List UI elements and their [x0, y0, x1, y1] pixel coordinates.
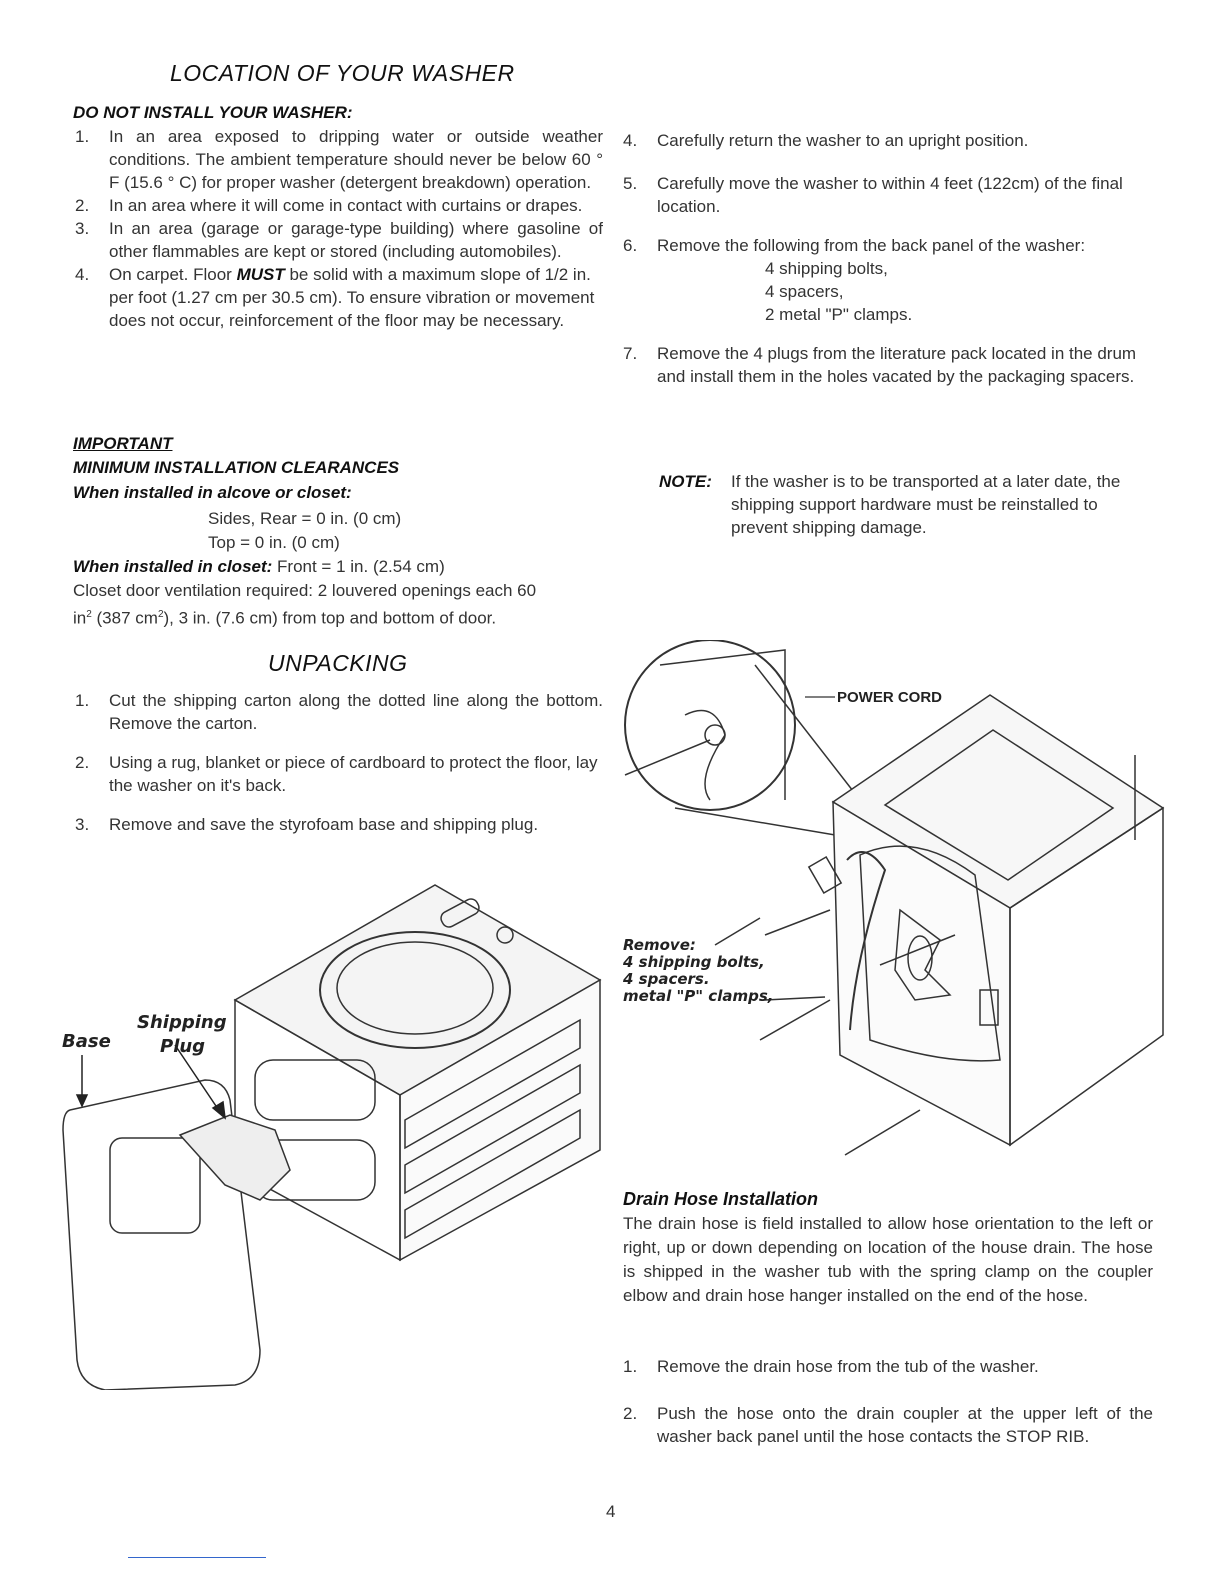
vent-line-1: Closet door ventilation required: 2 louvered openings each 60	[73, 581, 537, 600]
page-number: 4	[606, 1502, 616, 1521]
list-item: 1. Remove the drain hose from the tub of the washer.	[623, 1357, 1039, 1376]
list-item: 6. Remove the following from the back panel of the washer: 4 shipping bolts, 4 spacers, 2 metal "P" clamps.	[623, 234, 1153, 326]
remove-line: Remove:	[623, 936, 696, 954]
list-item: 2. In an area where it will come in contact with curtains or drapes.	[75, 196, 583, 215]
sub-item: 2 metal "P" clamps.	[765, 305, 913, 324]
drain-list	[623, 1355, 1153, 1448]
drain-text: The drain hose is field installed to allow hose orientation to the left or right, up or down depending on location of the house drain. The hose is shipped in the washer tub with the spring clamp on the coupler elbow and drain hose hanger installed on the end of the hose.	[623, 1214, 1153, 1305]
list-item: 3. In an area (garage or garage-type building) where gasoline of other flammables are kept or stored (including automobiles).	[75, 219, 603, 261]
important-label: IMPORTANT	[73, 434, 173, 453]
list-item: 3. Remove and save the styrofoam base and shipping plug.	[75, 815, 539, 834]
note-label: NOTE:	[659, 472, 712, 491]
step6-sublist	[657, 257, 1153, 326]
unpacking-heading: UNPACKING	[268, 650, 408, 676]
sub-item: 4 spacers,	[765, 282, 844, 301]
power-cord-label: POWER CORD	[837, 689, 942, 706]
back-panel-figure	[615, 640, 1175, 1160]
unpacking-list	[75, 689, 603, 852]
list-item: 2. Push the hose onto the drain coupler at the upper left of the washer back panel until the hose contacts the STOP RIB.	[623, 1404, 1153, 1446]
list-item: 2. Using a rug, blanket or piece of cardboard to protect the floor, lay the washer on it's back.	[75, 753, 598, 795]
plug-label: Plug	[160, 1036, 206, 1057]
unpacking-figure	[55, 880, 615, 1390]
list-item: 5. Carefully move the washer to within 4 feet (122cm) of the final location.	[623, 174, 1123, 216]
remove-line: 4 shipping bolts,	[623, 953, 765, 971]
closet-label: When installed in closet:	[73, 557, 273, 576]
list-item: 1. Cut the shipping carton along the dotted line along the bottom. Remove the carton.	[75, 691, 603, 733]
base-label: Base	[62, 1031, 111, 1052]
list-item: 1. In an area exposed to dripping water or outside weather conditions. The ambient temperature should never be below 60 ° F (15.6 ° C) for proper washer (detergent breakdown) operation.	[75, 127, 603, 192]
location-heading: LOCATION OF YOUR WASHER	[170, 60, 515, 86]
shipping-label: Shipping	[137, 1012, 227, 1033]
footer-rule	[128, 1557, 266, 1558]
vent-line-2: $in^2$ (387 $cm^2$), 3 in. (7.6 cm) from top and bottom of door.	[73, 608, 497, 628]
list-item: 4. On carpet. Floor MUST be solid with a maximum slope of 1/2 in. per foot (1.27 cm per 30.5 cm). To ensure vibration or movement does not occur, reinforcement of the floor may be necessary.	[75, 265, 595, 330]
closet-line: When installed in closet: Front = 1 in. (2.54 cm)	[73, 557, 445, 576]
remove-line: 4 spacers.	[623, 970, 710, 988]
steps-list	[623, 129, 1153, 388]
list-item: 4. Carefully return the washer to an upright position.	[623, 131, 1029, 150]
alcove-line-2: Top = 0 in. (0 cm)	[208, 533, 340, 552]
note-text: If the washer is to be transported at a later date, the shipping support hardware must be reinstalled to prevent shipping damage.	[731, 472, 1121, 537]
clearances-heading: MINIMUM INSTALLATION CLEARANCES	[73, 458, 400, 477]
remove-hardware-labels	[623, 937, 773, 1005]
sub-item: 4 shipping bolts,	[765, 259, 888, 278]
do-not-install-list	[75, 125, 603, 332]
alcove-label: When installed in alcove or closet:	[73, 483, 352, 502]
list-item: 7. Remove the 4 plugs from the literature pack located in the drum and install them in the holes vacated by the packaging spacers.	[623, 344, 1137, 386]
drain-heading: Drain Hose Installation	[623, 1189, 819, 1209]
alcove-line-1: Sides, Rear = 0 in. (0 cm)	[208, 509, 402, 528]
remove-line: metal "P" clamps,	[623, 987, 774, 1005]
must-emphasis: MUST	[236, 265, 285, 284]
do-not-install-heading: DO NOT INSTALL YOUR WASHER:	[73, 103, 353, 122]
